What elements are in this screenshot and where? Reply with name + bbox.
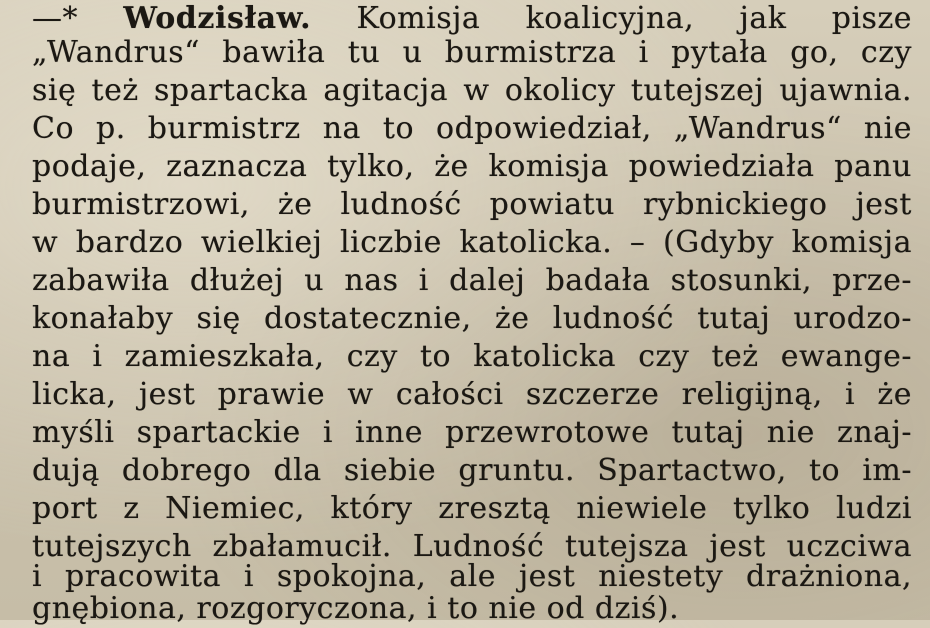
article-line: „Wandrus“ bawiła tu u burmistrza i pytała go, czy — [32, 35, 912, 70]
article-line: burmistrzowi, że ludność powiatu rybnickiego jest — [32, 187, 912, 222]
article-line: Co p. burmistrz na to odpowiedział, „Wandrus“ nie — [32, 111, 912, 146]
article-line: na i zamieszkała, czy to katolicka czy też ewange- — [32, 339, 912, 374]
article-line-last: gnębiona, rozgoryczona, i to nie od dziś). — [32, 591, 680, 626]
article-line: licka, jest prawie w całości szczerze religijną, i że — [32, 377, 912, 412]
article-line: myśli spartackie i inne przewrotowe tutaj nie znaj- — [32, 415, 912, 450]
article-line: i pracowita i spokojna, ale jest niestety drażniona, — [32, 559, 912, 594]
lead-dash: —* — [32, 1, 78, 36]
article-line-1 — [32, 0, 912, 38]
article-line: konałaby się dostatecznie, że ludność tutaj urodzo- — [32, 301, 912, 336]
article-line: w bardzo wielkiej liczbie katolicka. – (Gdyby komisja — [32, 225, 912, 260]
article-line: zabawiła dłużej u nas i dalej badała stosunki, prze- — [32, 263, 912, 298]
article-line: się też spartacka agitacja w okolicy tutejszej ujawnia. — [32, 73, 912, 108]
article-line: dują dobrego dla siebie gruntu. Spartactwo, to im- — [32, 453, 912, 488]
article-line: podaje, zaznacza tylko, że komisja powiedziała panu — [32, 149, 912, 184]
article-heading: Wodzisław. — [123, 1, 312, 36]
article-line: tutejszych zbałamucił. Ludność tutejsza jest uczciwa — [32, 529, 912, 564]
article-line: port z Niemiec, który zresztą niewiele tylko ludzi — [32, 491, 912, 526]
article-first-line-text: Komisja koalicyjna, jak pisze — [356, 1, 912, 36]
